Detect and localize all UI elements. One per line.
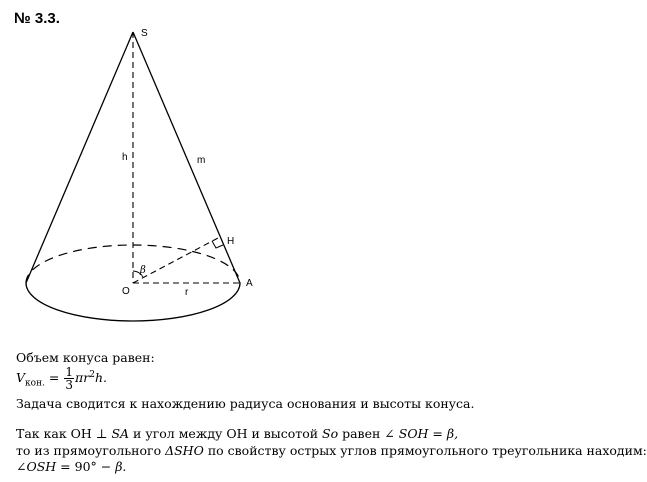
line4-c: и угол между OH и высотой xyxy=(129,426,323,441)
formula-v-sub: кон. xyxy=(25,378,45,389)
formula-pi-r: πr xyxy=(75,370,90,385)
formula-fraction xyxy=(64,366,74,391)
formula-exponent: 2 xyxy=(89,369,95,380)
reasoning-line-2 xyxy=(16,443,647,459)
label-a: A xyxy=(246,278,253,289)
task-reduction-text: Задача сводится к нахождению радиуса основания и высоты конуса. xyxy=(16,396,475,411)
label-s: S xyxy=(141,28,148,39)
line6-d: β. xyxy=(115,459,127,474)
oh-line xyxy=(133,238,218,283)
problem-number: № 3.3. xyxy=(14,10,60,27)
label-radius: r xyxy=(185,287,189,298)
formula-eq: = xyxy=(44,370,64,385)
line5-a: то из прямоугольного xyxy=(16,443,166,458)
label-o: O xyxy=(122,286,130,297)
formula-numerator: 1 xyxy=(65,365,73,379)
volume-intro: Объем конуса равен: xyxy=(16,350,155,365)
label-beta: β xyxy=(140,265,146,276)
line5-b: ΔSHO xyxy=(165,443,204,458)
formula-v: V xyxy=(16,370,26,385)
label-slant: m xyxy=(197,155,206,166)
line4-a: Так как OH ⊥ xyxy=(16,426,112,441)
line4-b: SA xyxy=(111,426,130,441)
right-angle-mark xyxy=(212,241,223,248)
line6-c: = 90° − xyxy=(56,459,116,474)
cone-left-generatrix xyxy=(26,32,133,283)
formula-denominator: 3 xyxy=(65,378,73,392)
label-h-point: H xyxy=(227,236,235,247)
label-height: h xyxy=(122,152,128,163)
line5-c: по свойству острых углов прямоугольного треугольника находим: xyxy=(203,443,647,458)
reasoning-line-3 xyxy=(16,459,126,475)
line4-d: So xyxy=(322,426,339,441)
base-ellipse-front xyxy=(26,283,240,321)
line4-e: равен ∠ xyxy=(338,426,399,441)
line6-a: ∠ xyxy=(16,459,27,474)
line4-f: SOH = β, xyxy=(398,426,459,441)
line6-b: OSH xyxy=(26,459,57,474)
volume-formula xyxy=(16,366,107,392)
formula-h: h. xyxy=(94,370,107,385)
reasoning-line-1 xyxy=(16,426,458,442)
